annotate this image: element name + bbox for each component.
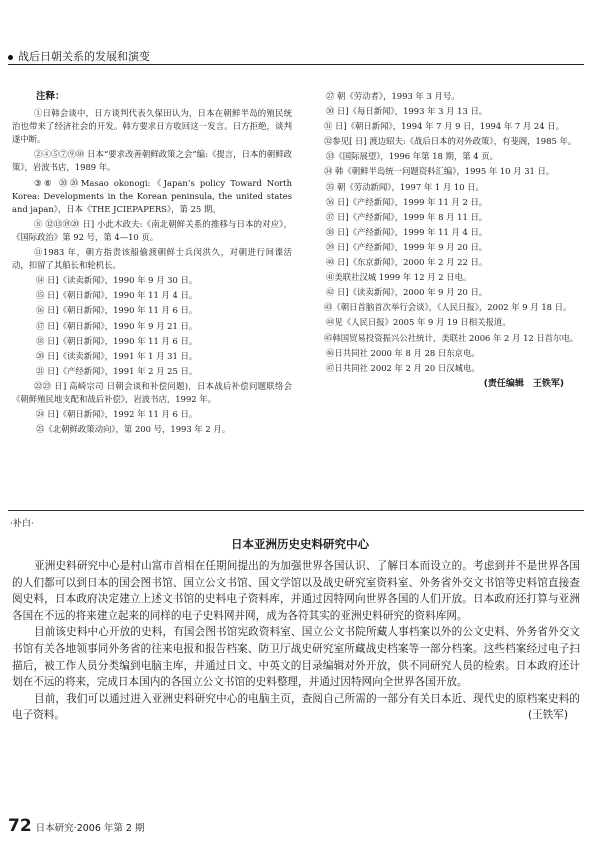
note-item: ㉛ 日]《朝日新闻》，1994 年 7 月 9 日，1994 年 7 月 24 日。 [324,121,564,132]
supplement-paragraph: 亚洲史料研究中心是村山富市首相在任期间提出的为加强世界各国认识、了解日本而设立的。考虑到并不是世界各国的人们都可以到日本的国会图书馆、国立公文书馆、国文学馆以及战史研究室资料室、外务省外交文书馆等史料馆直接查阅史料，日本政府决定建立上述文书馆的史料电子资料库，并通过因特网向世界各国的人们开放。日本政府还打算与亚洲各国在不远的将来建立起来的同样的电子史料网并网，成为各符其实的亚洲史料研究的资料库网。 [12,560,580,622]
note-item: ①日韩会谈中，日方谈判代表久保田认为，日本在朝鲜半岛的殖民统治也带来了经济社会的开发。韩方要求日方收回这一发言。日方拒绝，谈判遂中断。 [12,108,292,145]
supplement-paragraph [12,691,580,724]
bullet-icon [8,55,13,60]
note-item: ⑳ 日]《读卖新闻》，1991 年 1 月 31 日。 [36,350,198,361]
note-item: ⑭ 日]《读卖新闻》，1990 年 9 月 30 日。 [36,275,198,286]
note-item: ㊻日共同社 2000 年 8 月 28 日东京电。 [326,347,480,358]
note-item: ㊳ 日]《产经新闻》，1999 年 11 月 4 日。 [326,226,488,237]
note-item: ㉞ 韩《朝鲜半岛统一问题资料汇编》，1995 年 10 月 31 日。 [324,166,555,177]
note-item: ⑯ 日]《朝日新闻》，1990 年 11 月 6 日。 [36,305,198,316]
note-item: ㉜参见[ 日] 渡边昭夫:《战后日本的对外政策》，有斐阁，1985 年。 [324,136,577,147]
note-item: ㊱ 日]《产经新闻》，1999 年 11 月 2 日。 [326,196,488,207]
note-item: ㊵ 日]《东京新闻》，2000 年 2 月 22 日。 [326,257,488,268]
supplement-title: 日本亚洲历史史料研究中心 [231,537,369,551]
supplement-paragraph-text: 目前，我们可以通过进入亚洲史料研究中心的电脑主页，查阅自己所需的一部分有关日本近、现代史的原档案史料的电子资料。 [12,692,580,722]
note-item: ⑧ ⑫⑬⑲⑳ 日] 小此木政夫:《南北朝鲜关系的推移与日本的对应》，《国际政治》第 92 号，第 4—10 页。 [12,218,292,242]
note-item: ㉝《国际展望》，1996 年第 18 期，第 4 页。 [326,151,499,162]
running-header [8,48,150,64]
notes-title: 注释： [36,91,65,102]
page-number: 72 [8,816,32,836]
note-item: ㉚ 日]《每日新闻》，1993 年 3 月 13 日。 [326,106,488,117]
note-item: ⑮ 日]《朝日新闻》，1990 年 11 月 4 日。 [36,290,198,301]
supplement-body [12,558,580,724]
note-item: ㊺韩国贸易投资振兴公社统计，美联社 2006 年 2 月 12 日首尔电。 [324,332,579,343]
note-item: ⑰ 日]《朝日新闻》，1990 年 9 月 21 日。 [36,320,198,331]
journal-name: 日本研究·2006 年第 2 期 [35,823,145,834]
note-item: ㊷ 日]《读卖新闻》，2000 年 9 月 20 日。 [326,287,488,298]
note-item: ㉑ 日]《产经新闻》，1991 年 2 月 25 日。 [36,365,198,376]
note-item: ㊹见《人民日报》2005 年 9 月 19 日相关报道。 [326,317,511,328]
note-item: ③⑥ ⑳⑳Masao okonogi:《Japan’s policy Toward North Korea: Developments in the Korean peninsula, the united states and japan》，日本《THE JCIEPAPERS》，第 25 期。 [12,177,292,214]
note-item: ㊸《朝日首脑首次举行会谈》，《人民日报》，2002 年 9 月 18 日。 [324,302,572,313]
supplement-author: (王铁军) [527,709,568,722]
note-item: ⑱ 日]《朝日新闻》，1990 年 11 月 6 日。 [36,335,198,346]
header-rule [8,64,584,65]
note-item: ⑪1983 年，朝方指责该船偷渡朝鲜士兵闵洪久，对朝进行间谍活动，扣留了其船长和轮机长。 [12,247,292,271]
header-title: 战后日朝关系的发展和演变 [18,50,150,63]
editor-credit: (责任编辑 王铁军) [483,378,564,389]
note-item: ㉟ 朝《劳动新闻》，1997 年 1 月 10 日。 [326,181,484,192]
notes-left-column [12,90,292,438]
note-item: ㉔ 日]《朝日新闻》，1992 年 11 月 6 日。 [36,409,198,420]
supplement-tag: ·补白· [10,519,34,529]
page-footer [8,816,144,836]
note-item: ㊴ 日]《产经新闻》，1999 年 9 月 20 日。 [326,241,488,252]
supplement-paragraph: 目前该史料中心开放的史料，有国会图书馆宪政资料室、国立公文书院所藏人事档案以外的公文史料、外务省外交文书馆有关各地领事同外务省的往来电报和报告档案、防卫厅战史研究室所藏战史档案等一部分档案。这些档案经过电子扫描后，被工作人员分类编到电脑主库，并通过日文、中英文的目录编辑对外开放，供不同研究人员的检索。日本政府还计划在不远的将来，完成日本国内的各国立公文书馆的史料整理，并通过因特网向全世界各国开放。 [12,626,580,689]
note-item: ㉗ 朝《劳动者》，1993 年 3 月号。 [326,91,460,101]
note-item: ㉕《北朝鲜政策动向》，第 200 号，1993 年 2 月。 [36,424,231,435]
note-item: ㊼日共同社 2002 年 2 月 20 日汉城电。 [326,362,480,373]
note-item: ㉒㉓ 日] 高崎宗司 日朝会谈和补偿问题)，日本战后补偿问题联络会《朝鲜殖民地支配和战后补偿》，岩波书店，1992 年。 [12,380,292,404]
note-item: ㊲ 日]《产经新闻》，1999 年 8 月 11 日。 [326,211,488,222]
note-item: ㊶美联社汉城 1999 年 12 月 2 日电。 [326,272,472,283]
notes-right-column [302,90,582,391]
note-item: ②④⑤⑦⑨⑩ 日本“要求改善朝鲜政策之会”编:《提言，日本的朝鲜政策》，岩波书店，1989 年。 [12,149,292,173]
section-divider [8,510,584,511]
